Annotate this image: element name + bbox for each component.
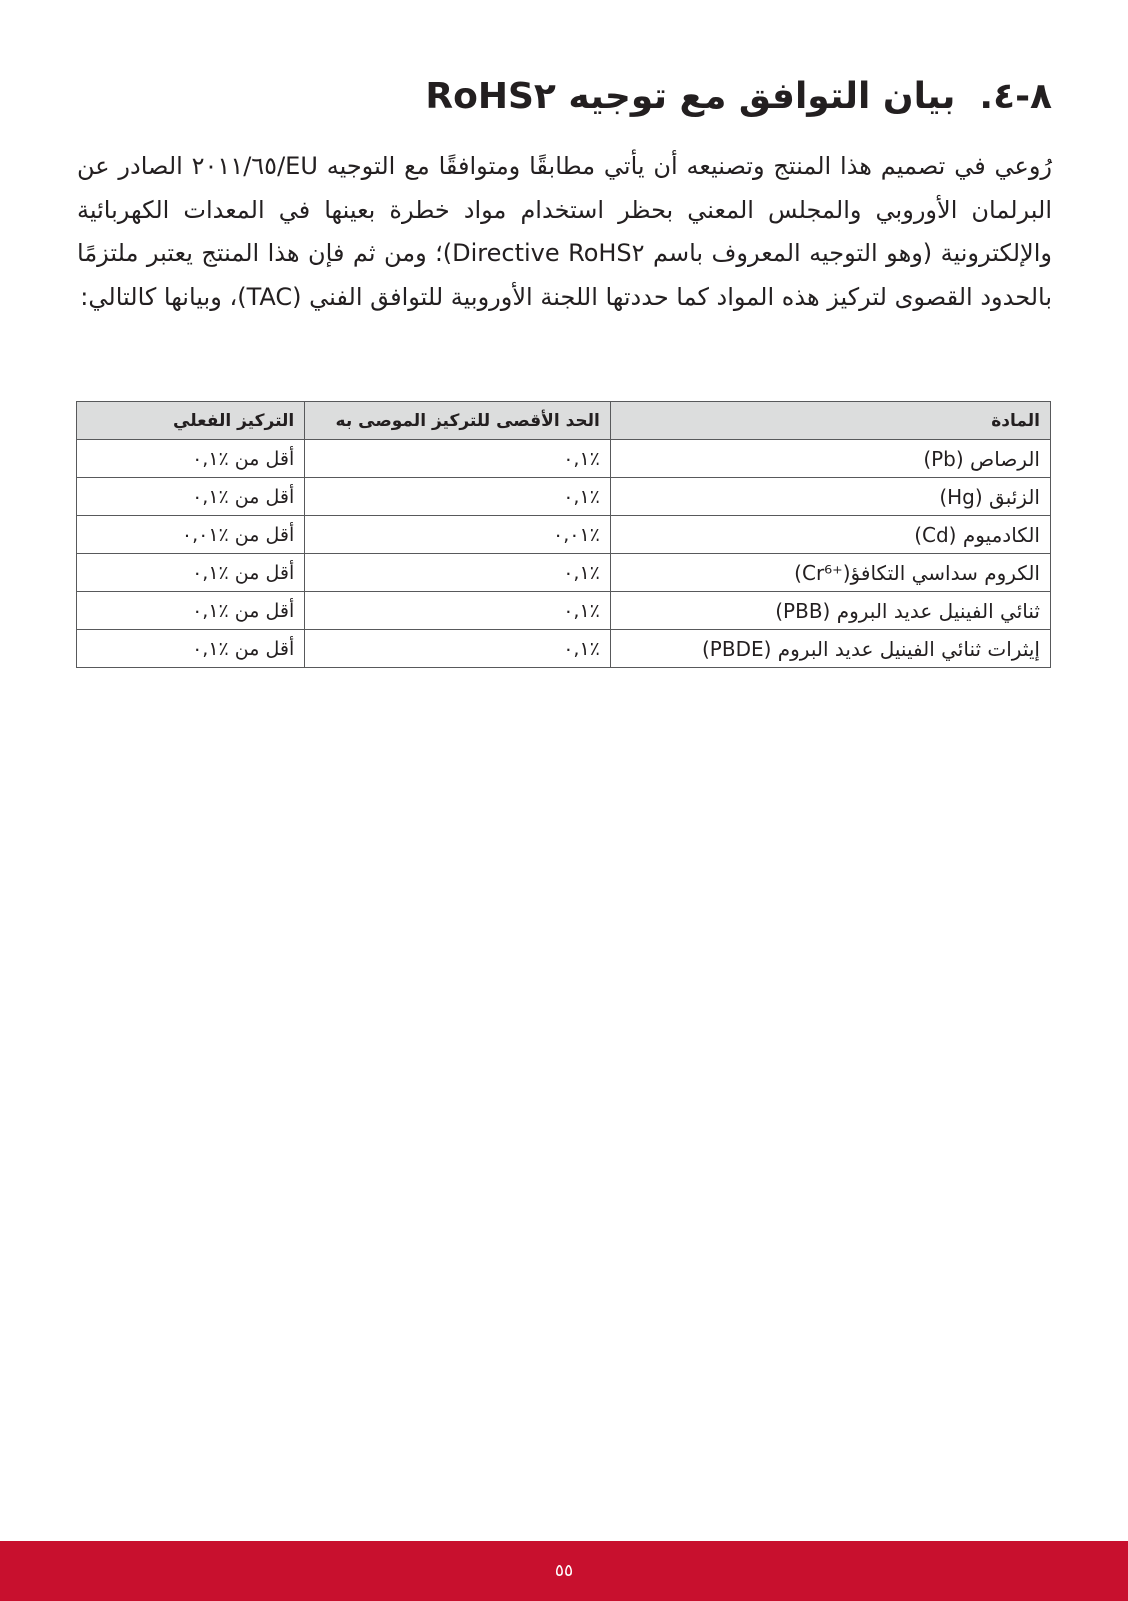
table-row	[77, 554, 1051, 592]
substance-cell: الرصاص (Pb)	[610, 440, 1050, 478]
table-row	[77, 516, 1051, 554]
section-number: ٨-٤.	[979, 76, 1052, 117]
page-number: ٥٥	[554, 1561, 574, 1581]
max-concentration-cell: ٪٠,١	[305, 592, 611, 630]
actual-concentration-cell: أقل من ٪٠,١	[77, 630, 305, 668]
actual-concentration-cell: أقل من ٪٠,١	[77, 440, 305, 478]
rohs-substance-table	[76, 401, 1051, 668]
max-concentration-cell: ٪٠,١	[305, 554, 611, 592]
header-max-concentration: الحد الأقصى للتركيز الموصى به	[305, 402, 611, 440]
max-concentration-cell: ٪٠,١	[305, 440, 611, 478]
substance-cell: الكادميوم (Cd)	[610, 516, 1050, 554]
table-row	[77, 478, 1051, 516]
table-header-row	[77, 402, 1051, 440]
actual-concentration-cell: أقل من ٪٠,١	[77, 554, 305, 592]
compliance-paragraph: رُوعي في تصميم هذا المنتج وتصنيعه أن يأتي مطابقًا ومتوافقًا مع التوجيه EU/٢٠١١/٦٥ الصادر عن البرلمان الأوروبي والمجلس المعني بحظر استخدام مواد خطرة بعينها في المعدات الكهربائية والإلكترونية (وهو التوجيه المعروف باسم Directive RoHS٢)؛ ومن ثم فإن هذا المنتج يعتبر ملتزمًا بالحدود القصوى لتركيز هذه المواد كما حددتها اللجنة الأوروبية للتوافق الفني (TAC)، وبيانها كالتالي:	[77, 152, 1053, 311]
max-concentration-cell: ٪٠,١	[305, 478, 611, 516]
section-title: بيان التوافق مع توجيه RoHS٢	[425, 76, 956, 117]
substance-cell: إيثرات ثنائي الفينيل عديد البروم (PBDE)	[610, 630, 1050, 668]
max-concentration-cell: ٪٠,١	[305, 630, 611, 668]
actual-concentration-cell: أقل من ٪٠,٠١	[77, 516, 305, 554]
footer-bar	[0, 1541, 1128, 1601]
max-concentration-cell: ٪٠,٠١	[305, 516, 611, 554]
substance-cell	[610, 554, 1050, 592]
substance-name: الكروم سداسي التكافؤ	[850, 560, 1040, 585]
section-heading	[72, 72, 1052, 122]
substance-cell: ثنائي الفينيل عديد البروم (PBB)	[610, 592, 1050, 630]
header-actual-concentration: التركيز الفعلي	[77, 402, 305, 440]
table-row	[77, 440, 1051, 478]
actual-concentration-cell: أقل من ٪٠,١	[77, 592, 305, 630]
table-row	[77, 592, 1051, 630]
substance-cell: الزئبق (Hg)	[610, 478, 1050, 516]
actual-concentration-cell: أقل من ٪٠,١	[77, 478, 305, 516]
substance-formula: (Cr⁶⁺)	[794, 560, 851, 585]
header-substance: المادة	[610, 402, 1050, 440]
table-row	[77, 630, 1051, 668]
